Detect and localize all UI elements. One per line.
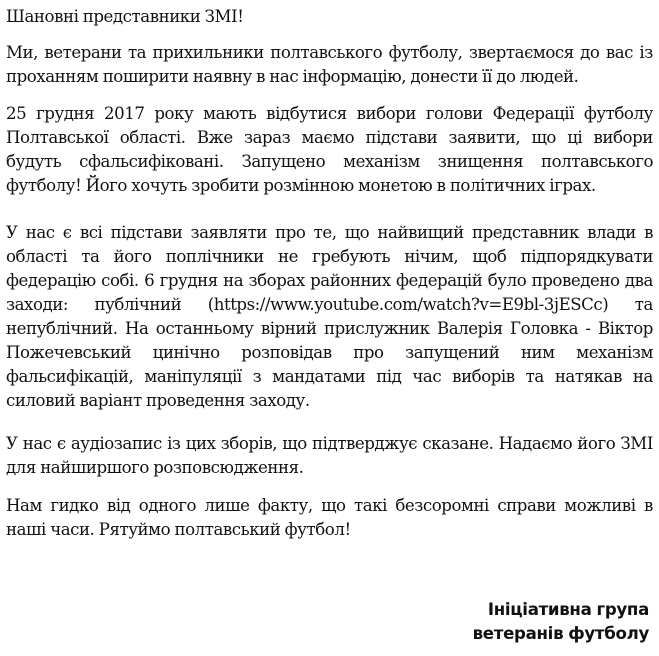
word: під (376, 367, 402, 386)
word: не (277, 247, 298, 266)
word: нас (22, 434, 52, 453)
word: в (644, 223, 653, 242)
word: Ми, (6, 43, 38, 62)
word: можливі (564, 496, 636, 515)
word: його (113, 247, 152, 266)
paragraph-line: наші часи. Рятуймо полтавський футбол! (6, 520, 351, 539)
word: одного (138, 496, 197, 515)
word: мають (203, 104, 257, 123)
word: було (487, 271, 527, 290)
signature (289, 598, 649, 646)
word: року (154, 104, 194, 123)
word: запущений (405, 343, 500, 362)
word: Валерія (436, 319, 503, 338)
word: зборах (248, 271, 305, 290)
word: маніпуляції (144, 367, 242, 386)
word: вибори (356, 104, 416, 123)
word: Пожечевський (6, 343, 132, 362)
word: 6 (144, 271, 155, 290)
word: справи (497, 496, 556, 515)
word: підстави (110, 223, 183, 242)
word: Запущено (241, 152, 326, 171)
word: та (525, 367, 544, 386)
word: На (124, 319, 149, 338)
word: 25 (6, 104, 27, 123)
word: цих (185, 434, 216, 453)
word: механізм (343, 152, 420, 171)
word: вас (605, 43, 634, 62)
paragraph-1 (6, 41, 653, 89)
word: ветерани (44, 43, 122, 62)
word: зараз (243, 128, 291, 147)
word: розповідав (241, 343, 332, 362)
word: та (81, 247, 100, 266)
paragraph-line (6, 494, 653, 518)
word: влади (587, 223, 636, 242)
word: фальсифікацій, (6, 367, 134, 386)
word: Федерації (492, 104, 574, 123)
paragraph-line (6, 150, 653, 174)
word: натякав (554, 367, 622, 386)
word: собі. (101, 271, 139, 290)
word: 2017 (104, 104, 145, 123)
paragraph-line (6, 269, 653, 293)
word: в (643, 496, 653, 515)
paragraph-line (6, 102, 653, 126)
word: підстави (365, 128, 438, 147)
paragraph-line: проханням поширити наявну в нас інформацію, донести її до людей. (6, 67, 579, 86)
paragraph-line (6, 126, 653, 150)
word: маємо (301, 128, 355, 147)
word: цинічно (152, 343, 220, 362)
paragraph-line (6, 41, 653, 65)
paragraph-line: футболу! Його хочуть зробити розмінною монетою в політичних іграх. (6, 176, 596, 195)
word: такі (354, 496, 387, 515)
word: Віктор (597, 319, 653, 338)
word: будуть (6, 152, 62, 171)
word: районних (310, 271, 391, 290)
word: футболу (583, 104, 653, 123)
word: механізм (576, 343, 653, 362)
word: прислужник (323, 319, 430, 338)
word: федерацій (396, 271, 483, 290)
word: нічим, (404, 247, 459, 266)
word: гребують (312, 247, 391, 266)
word: виборів (452, 367, 515, 386)
paragraph-line (6, 293, 653, 317)
word: та (634, 295, 653, 314)
word: області. (119, 128, 186, 147)
paragraph-line (6, 317, 653, 341)
word: заходи: (6, 295, 69, 314)
letter-page (6, 0, 653, 656)
word: грудня (36, 104, 95, 123)
word: (https://www.youtube.com/watch?v=E9bl-3jESCc) (207, 295, 609, 314)
word: знищення (437, 152, 524, 171)
paragraph-5 (6, 494, 653, 542)
word: два (624, 271, 653, 290)
word: безсоромні (395, 496, 489, 515)
word: ЗМІ (620, 434, 653, 453)
salutation: Шановні представники ЗМІ! (6, 7, 244, 26)
word: проведено (531, 271, 620, 290)
word: підпорядкувати (520, 247, 653, 266)
word: У (6, 223, 18, 242)
word: заявляти (190, 223, 267, 242)
word: що (531, 128, 556, 147)
paragraph-line (6, 365, 653, 389)
word: прихильники (152, 43, 264, 62)
word: є (62, 223, 72, 242)
word: У (6, 434, 18, 453)
word: до (580, 43, 600, 62)
word: на (632, 367, 653, 386)
word: відбутися (266, 104, 347, 123)
paragraph-3 (6, 221, 653, 413)
word: голови (425, 104, 483, 123)
word: ним (520, 343, 555, 362)
word: останньому (155, 319, 254, 338)
word: є (56, 434, 66, 453)
word: із (167, 434, 181, 453)
word: час (412, 367, 442, 386)
word: мандатами (272, 367, 366, 386)
word: найвищий (377, 223, 464, 242)
word: грудня (159, 271, 218, 290)
word: вірний (260, 319, 317, 338)
word: поплічники (165, 247, 264, 266)
paragraph-line: силовий варіант проведення заходу. (6, 391, 310, 410)
word: футболу, (388, 43, 463, 62)
word: Надаємо (498, 434, 573, 453)
word: зборів, (220, 434, 278, 453)
word: про (353, 343, 384, 362)
word: сказане. (422, 434, 494, 453)
word: факту, (257, 496, 313, 515)
paragraph-line: для найширшого розповсюдження. (6, 458, 304, 477)
word: звертаємося (468, 43, 574, 62)
paragraph-line (6, 341, 653, 365)
paragraph-line (6, 245, 653, 269)
word: про (275, 223, 306, 242)
word: непублічний. (6, 319, 118, 338)
signature-line-1: Ініціативна група (487, 600, 649, 619)
signature-line-2: ветеранів футболу (472, 624, 649, 643)
word: - (585, 319, 591, 338)
word: Нам (6, 496, 42, 515)
word: полтавського (541, 152, 653, 171)
word: що (282, 434, 307, 453)
word: від (106, 496, 131, 515)
word: та (127, 43, 147, 62)
paragraph-2 (6, 102, 653, 198)
word: щоб (472, 247, 507, 266)
word: Головка (510, 319, 579, 338)
word: вибори (593, 128, 653, 147)
word: із (639, 43, 653, 62)
word: що (344, 223, 370, 242)
paragraph-line (6, 432, 653, 456)
word: всі (79, 223, 103, 242)
word: що (321, 496, 346, 515)
word: публічний (94, 295, 182, 314)
paragraph-4 (6, 432, 653, 480)
word: ці (567, 128, 583, 147)
word: Вже (196, 128, 233, 147)
word: сфальсифіковані. (79, 152, 224, 171)
word: нас (25, 223, 55, 242)
paragraph-line (6, 221, 653, 245)
word: його (577, 434, 616, 453)
word: полтавського (270, 43, 383, 62)
word: те, (313, 223, 337, 242)
word: Полтавської (6, 128, 109, 147)
word: гидко (50, 496, 99, 515)
word: заявити, (448, 128, 521, 147)
word: з (252, 367, 262, 386)
word: федерацію (6, 271, 96, 290)
word: на (223, 271, 244, 290)
word: підтверджує (312, 434, 418, 453)
word: аудіозапис (70, 434, 162, 453)
word: області (6, 247, 68, 266)
word: лише (204, 496, 250, 515)
word: представник (471, 223, 579, 242)
